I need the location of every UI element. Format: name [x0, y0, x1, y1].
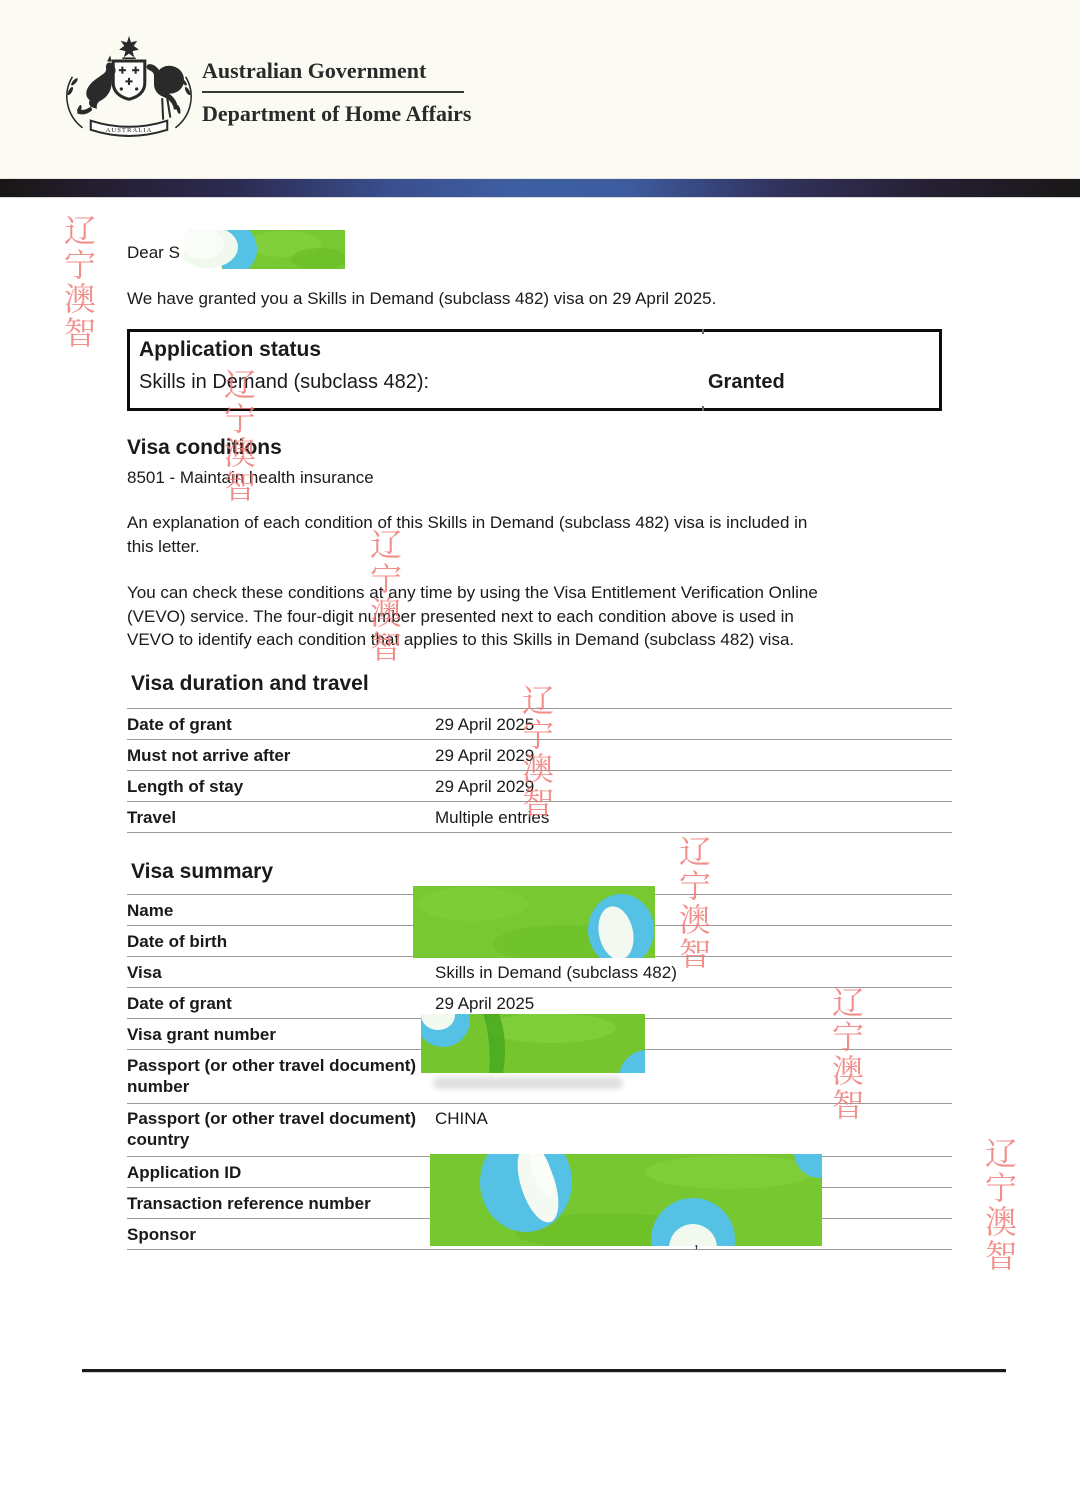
row-label: Visa [127, 962, 162, 982]
watermark-text: 辽宁澳智 [675, 835, 711, 971]
redaction-blob-name [184, 230, 345, 269]
row-label: Transaction reference number [127, 1193, 371, 1213]
visa-conditions-title: Visa conditions [127, 436, 282, 459]
row-label: Travel [127, 807, 177, 827]
row-value: 29 April 2029 [435, 776, 535, 796]
paragraph-line: An explanation of each condition of this Skills in Demand (subclass 482) visa is included in [127, 513, 808, 532]
application-status-row [139, 369, 939, 395]
header-divider [202, 91, 464, 93]
row-value: 29 April 2029 [435, 745, 535, 765]
redaction-blob-grant-passport [421, 1014, 645, 1073]
application-status-box [127, 329, 942, 411]
row-value: CHINA [435, 1109, 488, 1128]
australian-coat-of-arms-icon [60, 36, 198, 138]
paragraph-line: You can check these conditions at any time by using the Visa Entitlement Verification Online [127, 583, 818, 602]
row-value: Skills in Demand (subclass 482) [435, 962, 677, 982]
table-row [127, 709, 952, 740]
watermark-text: 辽宁澳智 [366, 528, 402, 664]
row-label: Passport (or other travel document) country [127, 1109, 417, 1149]
header-gradient-bar [0, 178, 1080, 198]
watermark-text: 辽宁澳智 [220, 368, 256, 504]
redaction-blob-ids-sponsor [430, 1154, 822, 1246]
sponsor-residual-text: , [694, 1232, 699, 1251]
watermark-text: 辽宁澳智 [981, 1137, 1017, 1273]
watermark-text: 辽宁澳智 [60, 214, 96, 350]
row-value: Multiple entries [435, 807, 550, 827]
redaction-blob-name-dob [413, 886, 655, 958]
table-row [127, 957, 952, 988]
paragraph-line: VEVO to identify each condition that applies to this Skills in Demand (subclass 482) visa. [127, 630, 795, 649]
condition-item: 8501 - Maintain health insurance [127, 468, 374, 487]
paragraph-line: (VEVO) service. The four-digit number presented next to each condition above is used in [127, 606, 794, 626]
visa-duration-table [127, 708, 952, 833]
box-cell-tick [702, 329, 704, 334]
table-row [127, 771, 952, 802]
grant-intro-text: We have granted you a Skills in Demand (subclass 482) visa on 29 April 2025. [127, 289, 717, 308]
table-row [127, 1103, 952, 1157]
row-label: Must not arrive after [127, 745, 291, 765]
redacted-text-residue [433, 1077, 623, 1089]
row-label: Date of birth [127, 931, 228, 951]
row-label: Sponsor [127, 1224, 196, 1244]
status-visa-label: Skills in Demand (subclass 482): [139, 371, 430, 393]
department-title: Department of Home Affairs [202, 101, 472, 126]
table-row [127, 802, 952, 833]
conditions-paragraph [127, 511, 807, 558]
watermark-text: 辽宁澳智 [828, 986, 864, 1122]
row-label: Date of grant [127, 993, 232, 1013]
watermark-text: 辽宁澳智 [518, 684, 554, 820]
government-title: Australian Government [202, 58, 427, 83]
duration-section-title: Visa duration and travel [131, 672, 369, 695]
summary-section-title: Visa summary [131, 860, 274, 883]
row-value: 29 April 2025 [435, 993, 535, 1013]
row-label: Passport (or other travel document) number [127, 1055, 417, 1096]
vevo-paragraph [127, 581, 818, 652]
row-label: Name [127, 900, 174, 920]
application-status-title: Application status [139, 338, 322, 361]
salutation-text: Dear S [127, 243, 180, 262]
paragraph-line: this letter. [127, 536, 200, 556]
row-label: Application ID [127, 1162, 242, 1182]
row-label: Length of stay [127, 776, 244, 796]
box-cell-tick [702, 406, 704, 411]
government-header [202, 58, 471, 127]
footer-divider-line [82, 1369, 1006, 1372]
svg-text:AUSTRALIA: AUSTRALIA [105, 126, 153, 134]
row-label: Visa grant number [127, 1024, 276, 1044]
row-label: Date of grant [127, 714, 232, 734]
table-row [127, 740, 952, 771]
row-value: 29 April 2025 [435, 714, 535, 734]
status-value: Granted [708, 371, 785, 393]
